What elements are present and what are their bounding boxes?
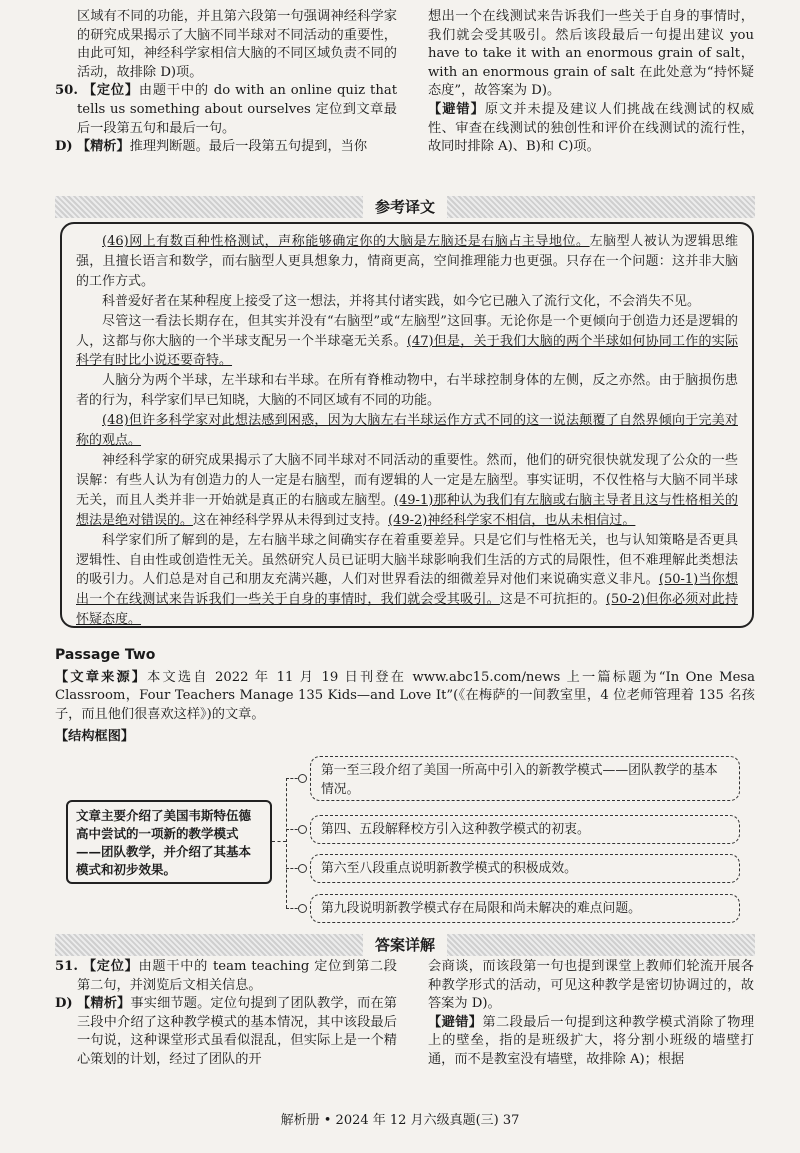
translation-header-band (55, 196, 755, 218)
source-tag: 【文章来源】 (55, 669, 148, 685)
answers-title: 答案详解 (363, 934, 447, 956)
translation-para-6-a: 神经科学家的研究成果揭示了大脑不同半球对不同活动的重要性。然而，他们的研究很快就发现了公众的一些误解：有些人认为有创造力的人一定是右脑型，而有逻辑的人一定是左脑型。事实证明，不仅性格与大脑不同半球无关，而且人类并非一开始就是真正的右脑或左脑型。 (76, 452, 738, 508)
q51-locate-text: 由题干中的 team teaching 定位到第二段第二句，并浏览后文相关信息。 (77, 959, 397, 993)
translation-para-3 (76, 312, 738, 372)
translation-mark-49-1: (49-1)那种认为我们有左脑或右脑主导者且这与性格相关的想法是绝对错误的。 (76, 492, 738, 528)
q51-analysis-tag: 【精析】 (77, 996, 131, 1012)
passage-two-section (55, 646, 755, 747)
structure-branch-1: 第一至三段介绍了美国一所高中引入的新教学模式——团队教学的基本情况。 (310, 756, 740, 801)
answers-header-band (55, 934, 755, 956)
q50-number: 50. (55, 83, 78, 99)
q51-locate (55, 958, 397, 995)
bottom-left-column (55, 958, 397, 1070)
structure-main-box: 文章主要介绍了美国韦斯特伍德高中尝试的一项新的教学模式——团队教学，并介绍了其基本模式和初步效果。 (66, 800, 272, 884)
connector-spine (286, 778, 287, 908)
translation-mark-50-1: (50-1)当你想出一个在线测试来告诉我们一些关于自身的事情时，我们就会受其吸引。 (76, 572, 738, 608)
q51-avoid-error-text: 第二段最后一句提到这种教学模式消除了物理上的壁垒，指的是班级扩大，将分割小班级的墙壁打通，而不是教室没有墙壁，故排除 A)；根据 (428, 1014, 755, 1067)
q51-analysis-text: 事实细节题。定位句提到了团队教学，而在第三段中介绍了这种教学模式的基本情况，其中该段最后一句说，这种课堂形式虽看似混乱，但实际上是一个精心策划的计划，经过了团队的开 (77, 996, 397, 1067)
structure-tag: 【结构框图】 (55, 729, 135, 745)
q50-locate-tag: 【定位】 (82, 83, 139, 99)
bottom-right-column (428, 958, 754, 1070)
connector-out (272, 841, 286, 842)
q50-analysis (55, 138, 397, 157)
top-left-column (55, 8, 397, 157)
translation-box (60, 222, 754, 628)
translation-para-1-rest: 左脑型人被认为逻辑思维强，且擅长语言和数学，而右脑型人更具想象力，情商更高，空间推理能力也更强。只存在一个问题：这并非大脑的工作方式。 (76, 234, 738, 289)
q51-avoid-error-tag: 【避错】 (428, 1014, 483, 1030)
translation-mark-47: (47)但是，关于我们大脑的两个半球如何协同工作的实际科学有时比小说还要奇特。 (76, 333, 738, 369)
connector-dot-1 (298, 774, 307, 783)
connector-dot-4 (298, 904, 307, 913)
translation-mark-46: (46)网上有数百种性格测试，声称能够确定你的大脑是左脑还是右脑占主导地位。 (102, 234, 590, 249)
source-text: 本文选自 2022 年 11 月 19 日刊登在 www.abc15.com/news 上一篇标题为“In One Mesa Classroom，Four Teachers Manage 135 Kids—and Love It”(《在梅萨的一间教室里，4 位老师管理着 135 名孩子，而且他们很喜欢这样》)的文章。 (55, 669, 756, 722)
q49-explanation-tail: 区域有不同的功能，并且第六段第一句强调神经科学家的研究成果揭示了大脑不同半球对不同活动的重要性，由此可知，神经科学家相信大脑的不同区域负责不同的活动，故排除 D)项。 (77, 9, 397, 80)
translation-para-3-a: 尽管这一看法长期存在，但其实并没有“右脑型”或“左脑型”这回事。无论你是一个更倾向于创造力还是逻辑的人，这都与你大脑的一个半球支配另一个半球毫无关系。 (76, 313, 738, 349)
translation-para-7-a: 科学家们所了解到的是，左右脑半球之间确实存在着重要差异。只是它们与性格无关，也与认知策略是否更具逻辑性、自由性或创造性无关。虽然研究人员已证明大脑半球影响我们生活的方式的局限性，但不难理解此类想法的吸引力。人们总是对自己和朋友充满兴趣，人们对世界看法的细微差异对他们来说确实意义非凡。 (76, 532, 738, 588)
translation-mark-50-2: (50-2)但你必须对此持怀疑态度。 (76, 592, 738, 628)
q51-analysis-continued: 会商谈，而该段第一句也提到课堂上教师们轮流开展各种教学形式的活动，可见这种教学是密切协调过的，故答案为 D)。 (428, 959, 754, 1012)
q50-answer-label: D) (55, 139, 73, 155)
translation-para-2: 科普爱好者在某种程度上接受了这一想法，并将其付诸实践，如今它已融入了流行文化，不会消失不见。 (102, 293, 701, 309)
q51-answer-label: D) (55, 996, 73, 1012)
q50-analysis-text: 推理判断题。最后一段第五句提到，当你 (129, 139, 368, 155)
translation-para-6-c: 这在神经科学界从未得到过支持。 (193, 512, 389, 528)
translation-para-7-c: 这是不可抗拒的。 (499, 592, 606, 608)
passage-source (55, 669, 755, 725)
translation-para-1 (76, 232, 738, 292)
q51-avoid-error (428, 1014, 754, 1070)
q50-analysis-tag: 【精析】 (76, 139, 130, 155)
translation-para-4: 人脑分为两个半球，左半球和右半球。在所有脊椎动物中，右半球控制身体的左侧，反之亦然。由于脑损伤患者的行为，科学家们早已知晓，大脑的不同区域有不同的功能。 (76, 373, 738, 409)
translation-title: 参考译文 (363, 196, 447, 218)
q51-locate-tag: 【定位】 (82, 959, 139, 974)
translation-para-6 (76, 451, 738, 531)
structure-branch-2: 第四、五段解释校方引入这种教学模式的初衷。 (310, 815, 740, 844)
q51-analysis (55, 995, 397, 1069)
q50-avoid-error (428, 101, 754, 157)
top-right-column (428, 8, 754, 157)
translation-mark-48: (48)但许多科学家对此想法感到困惑，因为大脑左右半球运作方式不同的这一说法颠覆了自然界倾向于完美对称的观点。 (76, 413, 738, 449)
structure-branch-3: 第六至八段重点说明新教学模式的积极成效。 (310, 854, 740, 883)
passage-title: Passage Two (55, 647, 156, 663)
translation-mark-49-2: (49-2)神经科学家不相信，也从未相信过。 (388, 512, 636, 528)
q50-locate-text: 由题干中的 do with an online quiz that tells us something about ourselves 定位到文章最后一段第五句和最后一句。 (77, 83, 397, 136)
q50-avoid-error-text: 原文并未提及建议人们挑战在线测试的权威性、审查在线测试的独创性和评价在线测试的流行性，故同时排除 A)、B)和 C)项。 (428, 101, 754, 155)
q50-avoid-error-tag: 【避错】 (428, 101, 485, 117)
translation-para-5 (76, 411, 738, 451)
q50-analysis-continued: 想出一个在线测试来告诉我们一些关于自身的事情时，我们就会受其吸引。然后该段最后一句提出建议 you have to take it with an enormous grain of salt，with an enormous grain of salt 在此处意为“持怀疑态度”，故答案为 D)。 (428, 9, 754, 99)
page-footer: 解析册 • 2024 年 12 月六级真题(三) 37 (280, 1113, 520, 1128)
connector-dot-2 (298, 825, 307, 834)
q50-locate (55, 82, 397, 138)
translation-para-7 (76, 531, 738, 631)
q51-number: 51. (55, 959, 78, 974)
connector-dot-3 (298, 864, 307, 873)
structure-branch-4: 第九段说明新教学模式存在局限和尚未解决的难点问题。 (310, 894, 740, 923)
